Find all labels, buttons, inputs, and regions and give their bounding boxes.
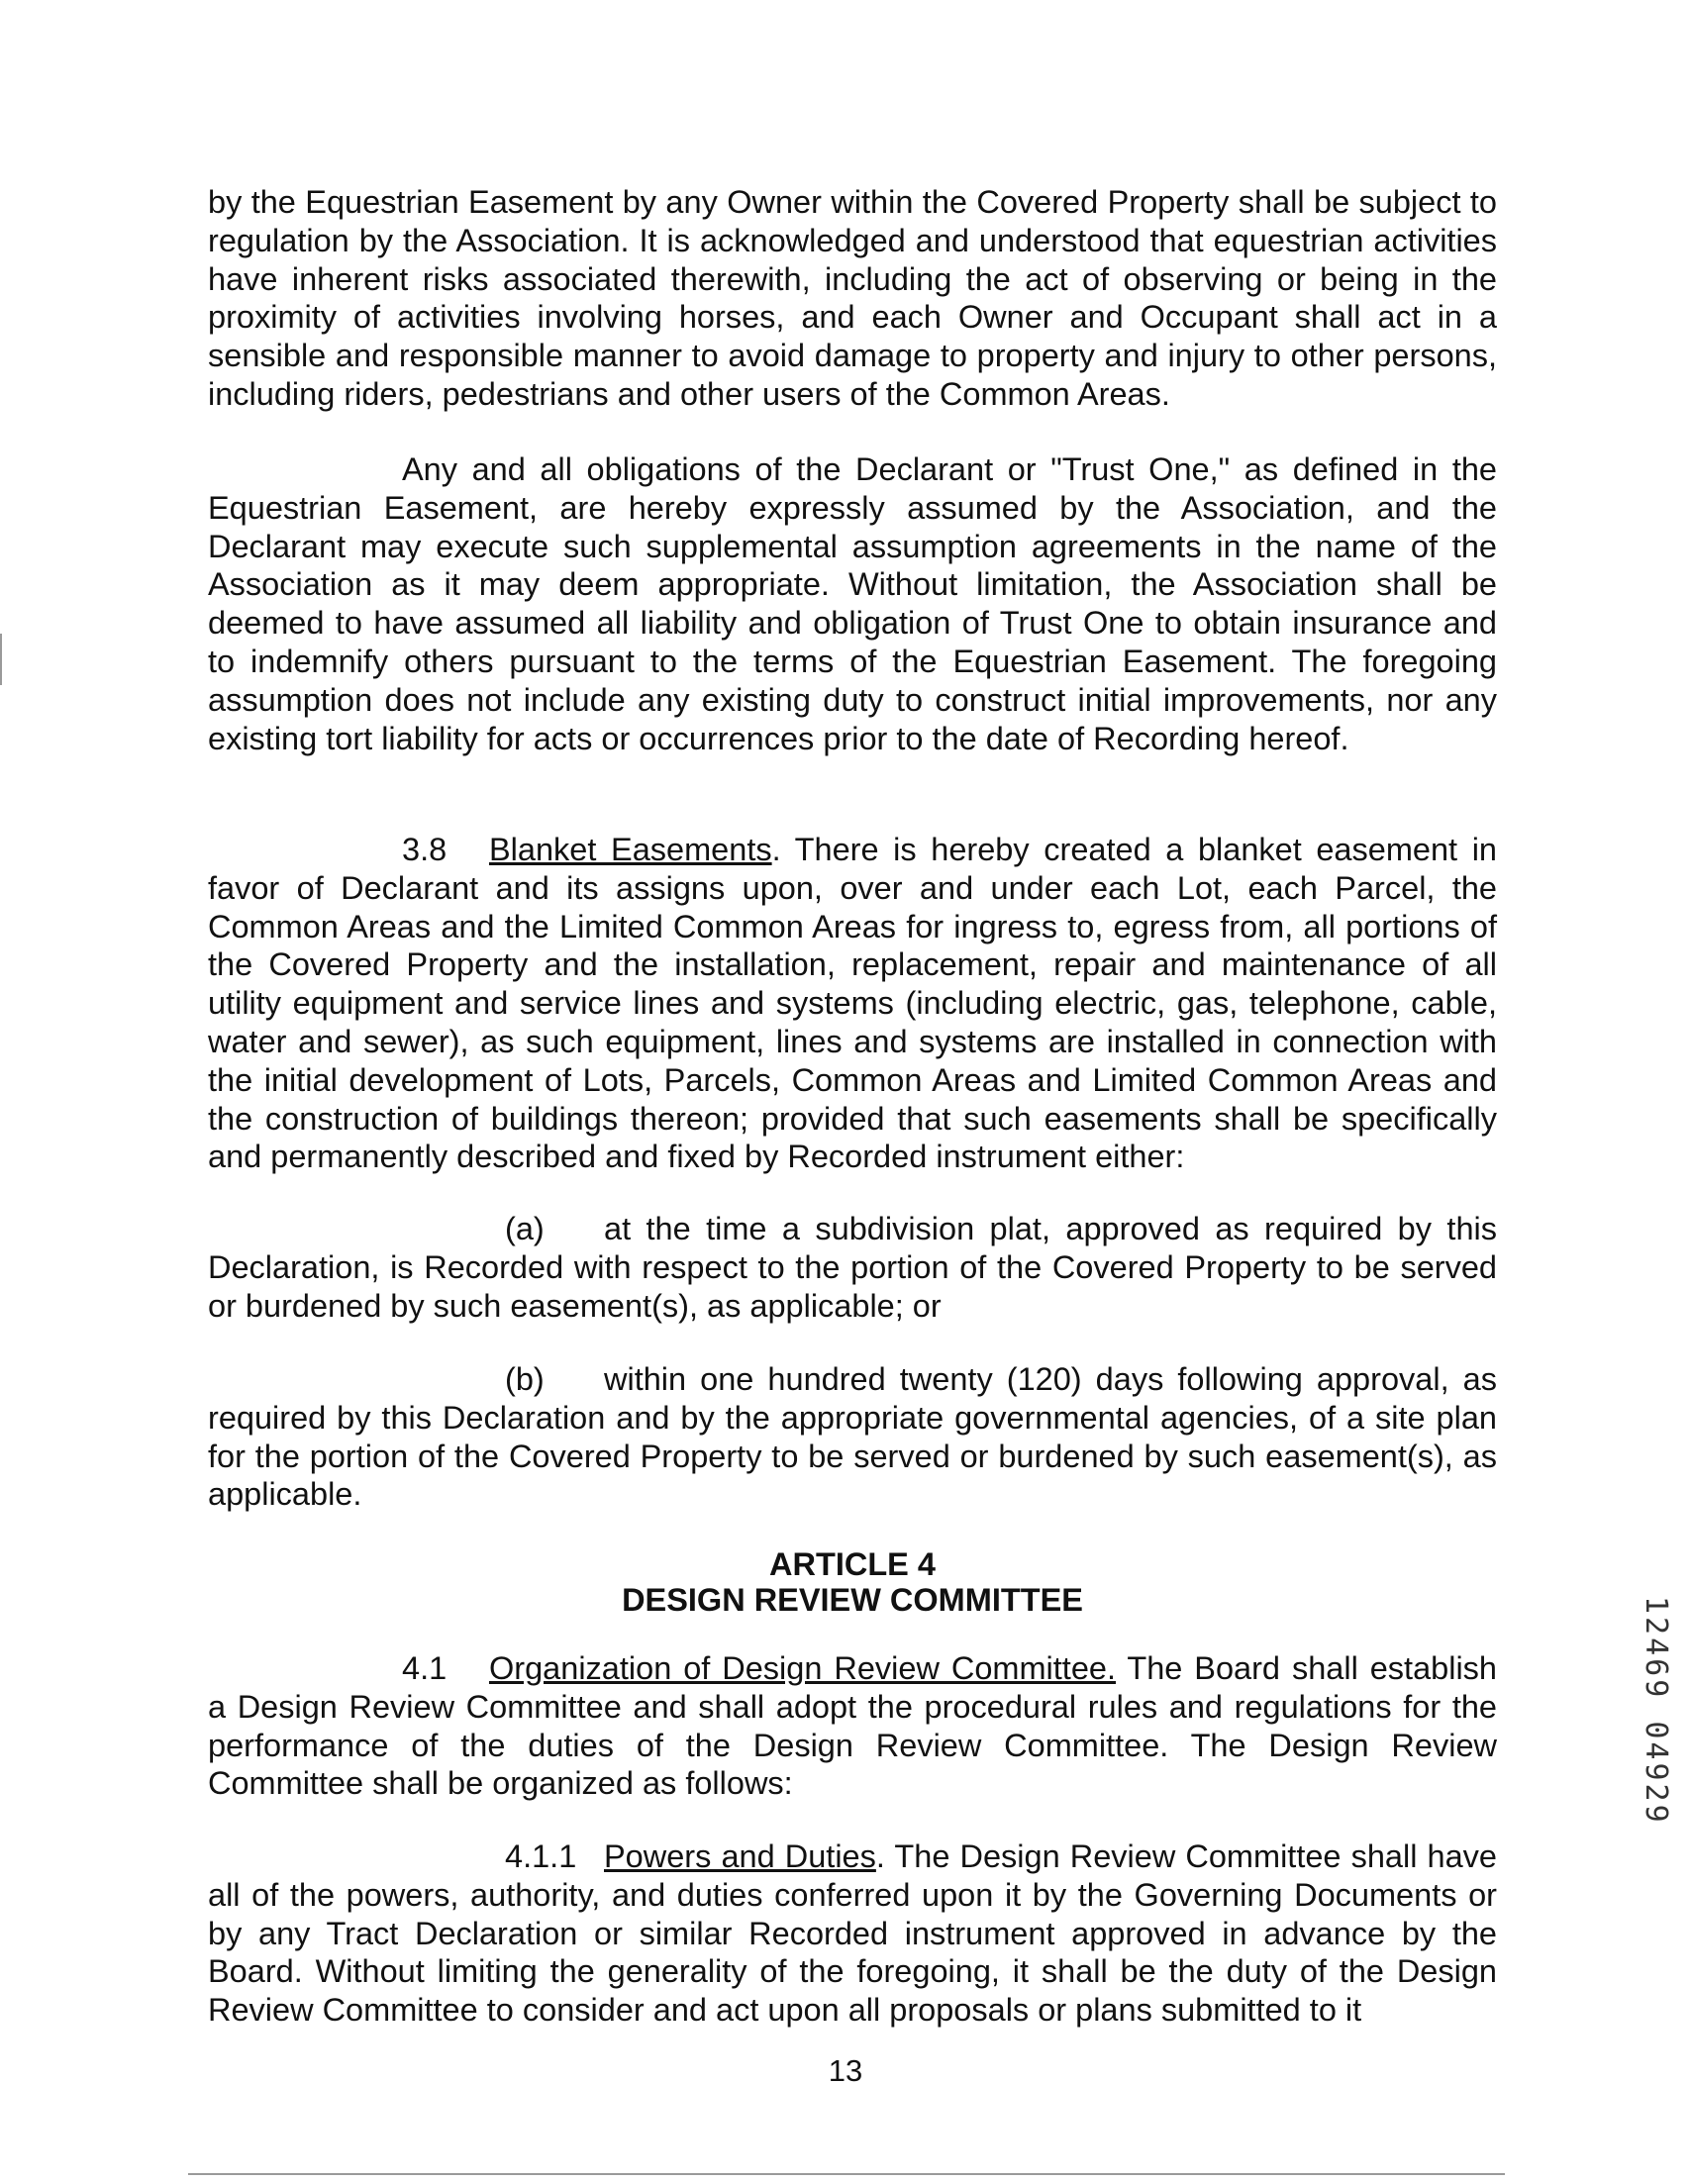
section-body: The Board shall establish a Design Review Committee and shall adopt the procedural rules and regulations for the performance of the duties of the Design Review Committee. The Design Review Committee shall be organized as follows: [208, 1650, 1497, 1802]
page-number: 13 [828, 2053, 863, 2088]
scan-edge-mark [0, 634, 2, 685]
recording-stamp: 12469 04929 [1639, 1596, 1673, 1826]
article-number: ARTICLE 4 [769, 1546, 936, 1582]
list-item-text: within one hundred twenty (120) days following approval, as required by this Declaration and by the appropriate governmental agencies, of a site plan for the portion of the Covered Property to be served or burdened by such easement(s), as applicable. [208, 1361, 1497, 1513]
section-4-1-1-powers-and-duties [208, 1837, 1497, 2030]
list-item-label: (a) [505, 1211, 545, 1246]
section-number: 4.1.1 [505, 1838, 577, 1874]
list-item-a [208, 1210, 1497, 1325]
section-body: . There is hereby created a blanket easement in favor of Declarant and its assigns upon, over and under each Lot, each Parcel, the Common Areas and the Limited Common Areas for ingress to, egress from, all portions of the Covered Property and the installation, replacement, repair and maintenance of all utility equipment and service lines and systems (including electric, gas, telephone, cable, water and sewer), as such equipment, lines and systems are installed in connection with the initial development of Lots, Parcels, Common Areas and Limited Common Areas and the construction of buildings thereon; provided that such easements shall be specifically and permanently described and fixed by Recorded instrument either: [208, 832, 1497, 1175]
paragraph-trust-one-obligations: Any and all obligations of the Declarant or "Trust One," as defined in the Equestrian Easement, are hereby expressly assumed by the Association, and the Declarant may execute such supplemental assumption agreements in the name of the Association as it may deem appropriate. Without limitation, the Association shall be deemed to have assumed all liability and obligation of Trust One to obtain insurance and to indemnify others pursuant to the terms of the Equestrian Easement. The foregoing assumption does not include any existing duty to construct initial improvements, nor any existing tort liability for acts or occurrences prior to the date of Recording hereof. [208, 451, 1497, 756]
list-item-b [208, 1360, 1497, 1514]
section-heading: Blanket Easements [489, 832, 772, 867]
section-4-1-organization [208, 1649, 1497, 1803]
section-number: 3.8 [402, 832, 448, 867]
section-heading: Powers and Duties [604, 1838, 876, 1874]
section-body: . The Design Review Committee shall have all of the powers, authority, and duties conferred upon it by the Governing Documents or by any Tract Declaration or similar Recorded instrument approved in advance by the Board. Without limiting the generality of the foregoing, it shall be the duty of the Design Review Committee to consider and act upon all proposals or plans submitted to it [208, 1838, 1497, 2029]
list-item-label: (b) [505, 1361, 545, 1397]
article-title: DESIGN REVIEW COMMITTEE [622, 1582, 1083, 1618]
section-3-8-blanket-easements [208, 831, 1497, 1176]
list-item-text: at the time a subdivision plat, approved as required by this Declaration, is Recorded with respect to the portion of the Covered Property to be served or burdened by such easement(s), as applicable; or [208, 1211, 1497, 1324]
section-heading: Organization of Design Review Committee. [489, 1650, 1116, 1686]
scan-bottom-line [188, 2173, 1505, 2175]
section-number: 4.1 [402, 1650, 448, 1686]
paragraph-equestrian-regulation: by the Equestrian Easement by any Owner within the Covered Property shall be subject to regulation by the Association. It is acknowledged and understood that equestrian activities have inherent risks associated therewith, including the act of observing or being in the proximity of activities involving horses, and each Owner and Occupant shall act in a sensible and responsible manner to avoid damage to property and injury to other persons, including riders, pedestrians and other users of the Common Areas. [208, 184, 1497, 412]
